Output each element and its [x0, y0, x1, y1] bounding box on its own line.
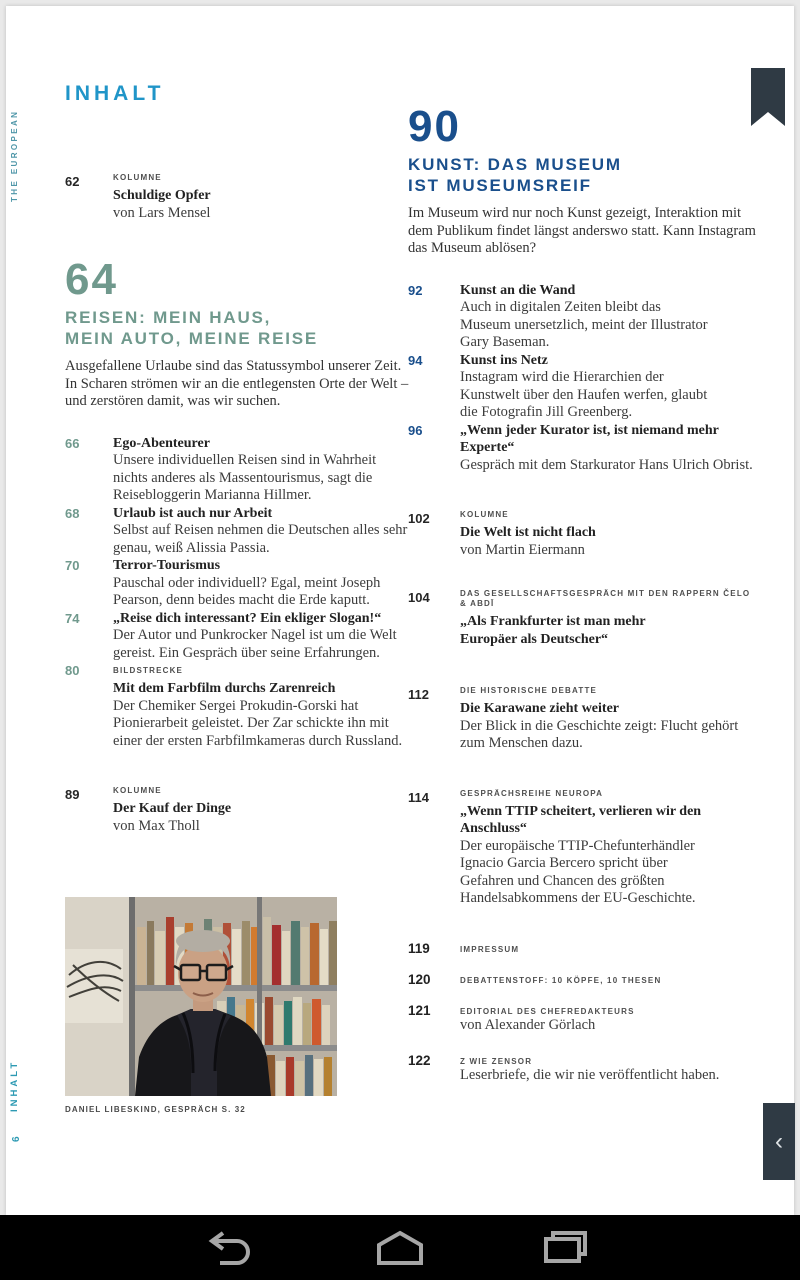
- toc-category-label: EDITORIAL DES CHEFREDAKTEURS: [460, 1006, 635, 1016]
- section-vertical-label: INHALT: [9, 1059, 20, 1112]
- section-heading: REISEN: MEIN HAUS, MEIN AUTO, MEINE REISE: [65, 308, 319, 348]
- toc-page-number: 121: [408, 1002, 431, 1018]
- toc-entry-desc: Der Blick in die Geschichte zeigt: Flucht gehört zum Menschen dazu.: [460, 717, 739, 751]
- toc-entry-byline: von Alexander Görlach: [460, 1016, 596, 1033]
- toc-entry-title: „Wenn jeder Kurator ist, ist niemand mehr Experte“: [460, 422, 719, 455]
- toc-category-label: Z WIE ZENSOR: [460, 1057, 533, 1066]
- toc-page-number: 114: [408, 789, 429, 805]
- toc-entry-byline: von Max Tholl: [113, 817, 200, 834]
- toc-category-label: DEBATTENSTOFF: 10 KÖPFE, 10 THESEN: [460, 975, 662, 985]
- back-icon[interactable]: [206, 1229, 254, 1267]
- folio-page-number: 6: [11, 1136, 22, 1142]
- toc-entry-title: „Als Frankfurter ist man mehr Europäer als Deutscher“: [460, 614, 646, 647]
- toc-entry[interactable]: [65, 786, 411, 835]
- toc-entry[interactable]: [408, 973, 760, 987]
- chevron-left-icon: ‹: [775, 1127, 783, 1155]
- toc-page-number: 122: [408, 1053, 431, 1068]
- toc-entry-byline: von Lars Mensel: [113, 204, 211, 221]
- toc-page-number: 80: [65, 663, 80, 678]
- toc-page-number: 104: [408, 590, 430, 605]
- toc-page-number: 102: [408, 511, 430, 526]
- toc-entry-desc: Leserbriefe, die wir nie veröffentlicht haben.: [460, 1067, 720, 1083]
- toc-entry-desc: Instagram wird die Hierarchien der Kunstwelt über den Haufen werfen, glaubt die Fotografin Jill Greenberg.: [460, 369, 708, 420]
- toc-entry-desc: Selbst auf Reisen nehmen die Deutschen alles sehr genau, weiß Alissia Passia.: [113, 522, 408, 556]
- toc-entry-title: „Wenn TTIP scheitert, verlieren wir den Anschluss“: [460, 803, 702, 836]
- toc-entry[interactable]: [65, 505, 411, 558]
- toc-page-number: 96: [408, 422, 423, 438]
- toc-page-number: 89: [65, 787, 80, 802]
- toc-category-label: KOLUMNE: [113, 786, 162, 795]
- toc-entry[interactable]: [408, 1004, 760, 1035]
- toc-entry[interactable]: [408, 422, 760, 475]
- toc-page-number: 66: [65, 435, 80, 451]
- toc-left-column: [65, 173, 411, 1114]
- toc-entry[interactable]: [408, 789, 760, 908]
- toc-entry-desc: Auch in digitalen Zeiten bleibt das Museum unersetzlich, meint der Illustrator Gary Baseman.: [460, 299, 708, 350]
- toc-entry[interactable]: [408, 352, 760, 422]
- toc-page-number: 70: [65, 558, 80, 573]
- toc-entry-byline: von Martin Eiermann: [460, 541, 585, 558]
- toc-entry-title: Der Kauf der Dinge: [113, 801, 232, 816]
- toc-category-label: IMPRESSUM: [460, 944, 520, 954]
- previous-page-button[interactable]: [763, 1103, 795, 1180]
- toc-page-number: 94: [408, 352, 423, 368]
- toc-entry-title: Ego-Abenteurer: [113, 435, 210, 451]
- toc-entry-desc: Der europäische TTIP-Chefunterhändler Ignacio Garcia Bercero spricht über Gefahren und Chancen des größten Handelsabkommens der EU-Geschichte.: [460, 837, 696, 906]
- toc-entry[interactable]: [65, 610, 411, 663]
- recents-icon[interactable]: [541, 1229, 589, 1267]
- toc-page-number: 120: [408, 971, 431, 987]
- toc-page-number: 112: [408, 687, 429, 702]
- toc-category-label: BILDSTRECKE: [113, 666, 184, 675]
- toc-category-label: DIE HISTORISCHE DEBATTE: [460, 686, 598, 695]
- toc-page-number: 74: [65, 610, 80, 626]
- toc-entry[interactable]: [65, 435, 411, 505]
- toc-entry-desc: Der Autor und Punkrocker Nagel ist um die Welt gereist. Ein Gespräch über seine Erfahrungen.: [113, 627, 397, 661]
- photo-caption: DANIEL LIBESKIND, GESPRÄCH S. 32: [65, 1105, 246, 1114]
- page-title: INHALT: [65, 82, 165, 105]
- toc-entry[interactable]: [408, 282, 760, 352]
- toc-page-number: 62: [65, 174, 80, 189]
- toc-entry-title: Die Karawane zieht weiter: [460, 701, 619, 716]
- section-intro: Im Museum wird nur noch Kunst gezeigt, Interaktion mit dem Publikum findet längst anderswo statt. Kann Instagram das Museum ablösen?: [408, 205, 756, 256]
- brand-vertical-label: THE EUROPEAN: [10, 109, 19, 202]
- toc-entry-title: Die Welt ist nicht flach: [460, 525, 596, 540]
- toc-entry[interactable]: [408, 942, 760, 956]
- toc-entry-title: Terror-Tourismus: [113, 558, 221, 573]
- toc-entry-title: Schuldige Opfer: [113, 188, 211, 203]
- toc-right-column: [408, 102, 760, 1102]
- section-page-number[interactable]: 90: [408, 102, 461, 151]
- toc-category-label: DAS GESELLSCHAFTSGESPRÄCH MIT DEN RAPPERN ČELO & ABDĪ: [460, 589, 751, 608]
- toc-page-number: 119: [408, 940, 430, 956]
- section-page-number[interactable]: 64: [65, 255, 118, 304]
- toc-category-label: GESPRÄCHSREIHE NEUROPA: [460, 788, 604, 798]
- toc-page-number: 68: [65, 505, 80, 521]
- toc-entry-desc: Pauschal oder individuell? Egal, meint Joseph Pearson, denn beides macht die Erde kaputt.: [113, 574, 381, 608]
- section-heading: KUNST: DAS MUSEUM IST MUSEUMSREIF: [408, 155, 622, 195]
- toc-entry[interactable]: [65, 662, 411, 750]
- home-icon[interactable]: [376, 1229, 424, 1267]
- toc-category-label: KOLUMNE: [113, 173, 162, 182]
- toc-entry-desc: Der Chemiker Sergei Prokudin-Gorski hat Pionierarbeit geleistet. Der Zar schickte ihn mit einer der ersten Farbfilmkameras durch Russland.: [113, 697, 403, 749]
- toc-entry[interactable]: [408, 686, 760, 753]
- toc-entry[interactable]: [65, 557, 411, 610]
- toc-entry[interactable]: [65, 173, 411, 222]
- toc-category-label: KOLUMNE: [460, 510, 509, 519]
- toc-entry[interactable]: [408, 510, 760, 559]
- toc-entry[interactable]: [408, 1054, 760, 1085]
- libeskind-photo[interactable]: [65, 897, 337, 1096]
- section-intro: Ausgefallene Urlaube sind das Statussymbol unserer Zeit. In Scharen strömen wir an die entlegensten Orte der Welt – und zerstören damit, was wir suchen.: [65, 358, 409, 409]
- toc-entry-title: Urlaub ist auch nur Arbeit: [113, 505, 273, 521]
- toc-entry-title: Kunst ins Netz: [460, 352, 548, 368]
- toc-entry-title: Mit dem Farbfilm durchs Zarenreich: [113, 681, 336, 696]
- toc-entry-desc: Unsere individuellen Reisen sind in Wahrheit nichts anderes als Massentourismus, sagt die Reisebloggerin Marianna Hillmer.: [113, 452, 377, 503]
- toc-entry-title: „Reise dich interessant? Ein ekliger Slogan!“: [113, 610, 382, 626]
- toc-page-number: 92: [408, 282, 423, 298]
- toc-entry-title: Kunst an die Wand: [460, 282, 576, 298]
- toc-entry[interactable]: [408, 589, 760, 648]
- toc-entry-desc: Gespräch mit dem Starkurator Hans Ulrich Obrist.: [460, 456, 753, 473]
